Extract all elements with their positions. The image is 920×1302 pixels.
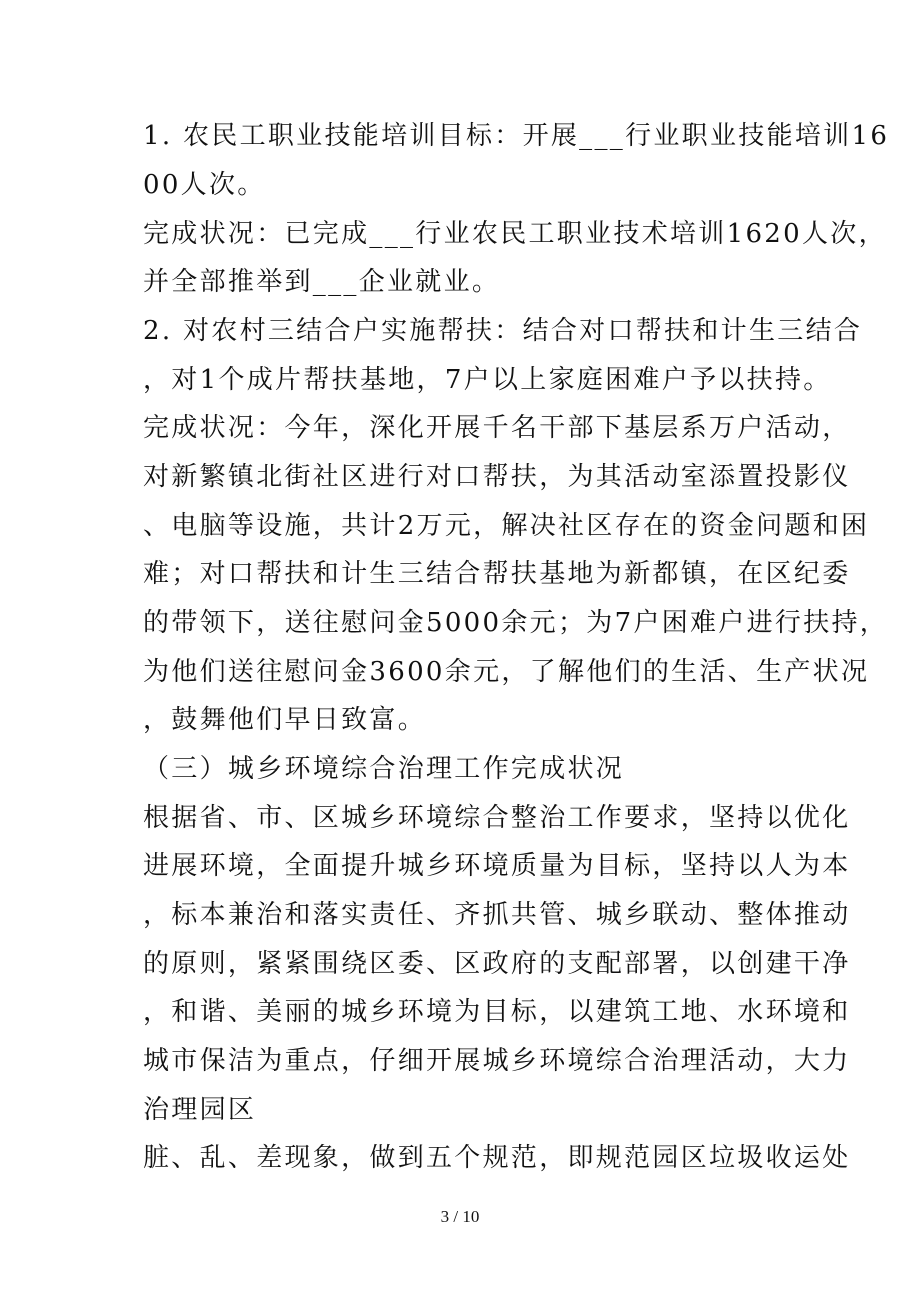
page-number: 3 / 10 [440, 1207, 480, 1226]
section-heading: （三）城乡环境综合治理工作完成状况 [143, 754, 625, 784]
text-line: 1. 农民工职业技能培训目标：开展___行业职业技能培训16 [143, 121, 890, 151]
text-line: 00人次。 [143, 170, 266, 200]
text-line: 脏、乱、差现象，做到五个规范，即规范园区垃圾收运处 [143, 1143, 851, 1173]
text-line: ，标本兼治和落实责任、齐抓共管、城乡联动、整体推动 [143, 900, 851, 930]
text-line: ，鼓舞他们早日致富。 [143, 705, 427, 735]
text-line: 进展环境，全面提升城乡环境质量为目标，坚持以人为本 [143, 851, 851, 881]
text-line: 完成状况：今年，深化开展千名干部下基层系万户活动， [143, 413, 851, 443]
text-line: 、电脑等设施，共计2万元，解决社区存在的资金问题和困 [143, 511, 870, 541]
text-line: 完成状况：已完成___行业农民工职业技术培训1620人次， [143, 219, 887, 249]
text-line: 对新繁镇北街社区进行对口帮扶，为其活动室添置投影仪 [143, 462, 851, 492]
text-line: 2. 对农村三结合户实施帮扶：结合对口帮扶和计生三结合 [143, 316, 863, 346]
text-line: 治理园区 [143, 1095, 257, 1125]
text-line: 的原则，紧紧围绕区委、区政府的支配部署，以创建干净 [143, 949, 851, 979]
text-line: 根据省、市、区城乡环境综合整治工作要求，坚持以优化 [143, 803, 851, 833]
text-line: 的带领下，送往慰问金5000余元；为7户困难户进行扶持， [143, 608, 889, 638]
text-line: ，和谐、美丽的城乡环境为目标，以建筑工地、水环境和 [143, 997, 851, 1027]
text-line: 为他们送往慰问金3600余元，了解他们的生活、生产状况 [143, 657, 870, 687]
text-line: 难；对口帮扶和计生三结合帮扶基地为新都镇，在区纪委 [143, 559, 851, 589]
text-line: ，对1个成片帮扶基地，7户以上家庭困难户予以扶持。 [143, 365, 832, 395]
text-line: 并全部推举到___企业就业。 [143, 267, 501, 297]
text-line: 城市保洁为重点，仔细开展城乡环境综合治理活动，大力 [143, 1046, 851, 1076]
